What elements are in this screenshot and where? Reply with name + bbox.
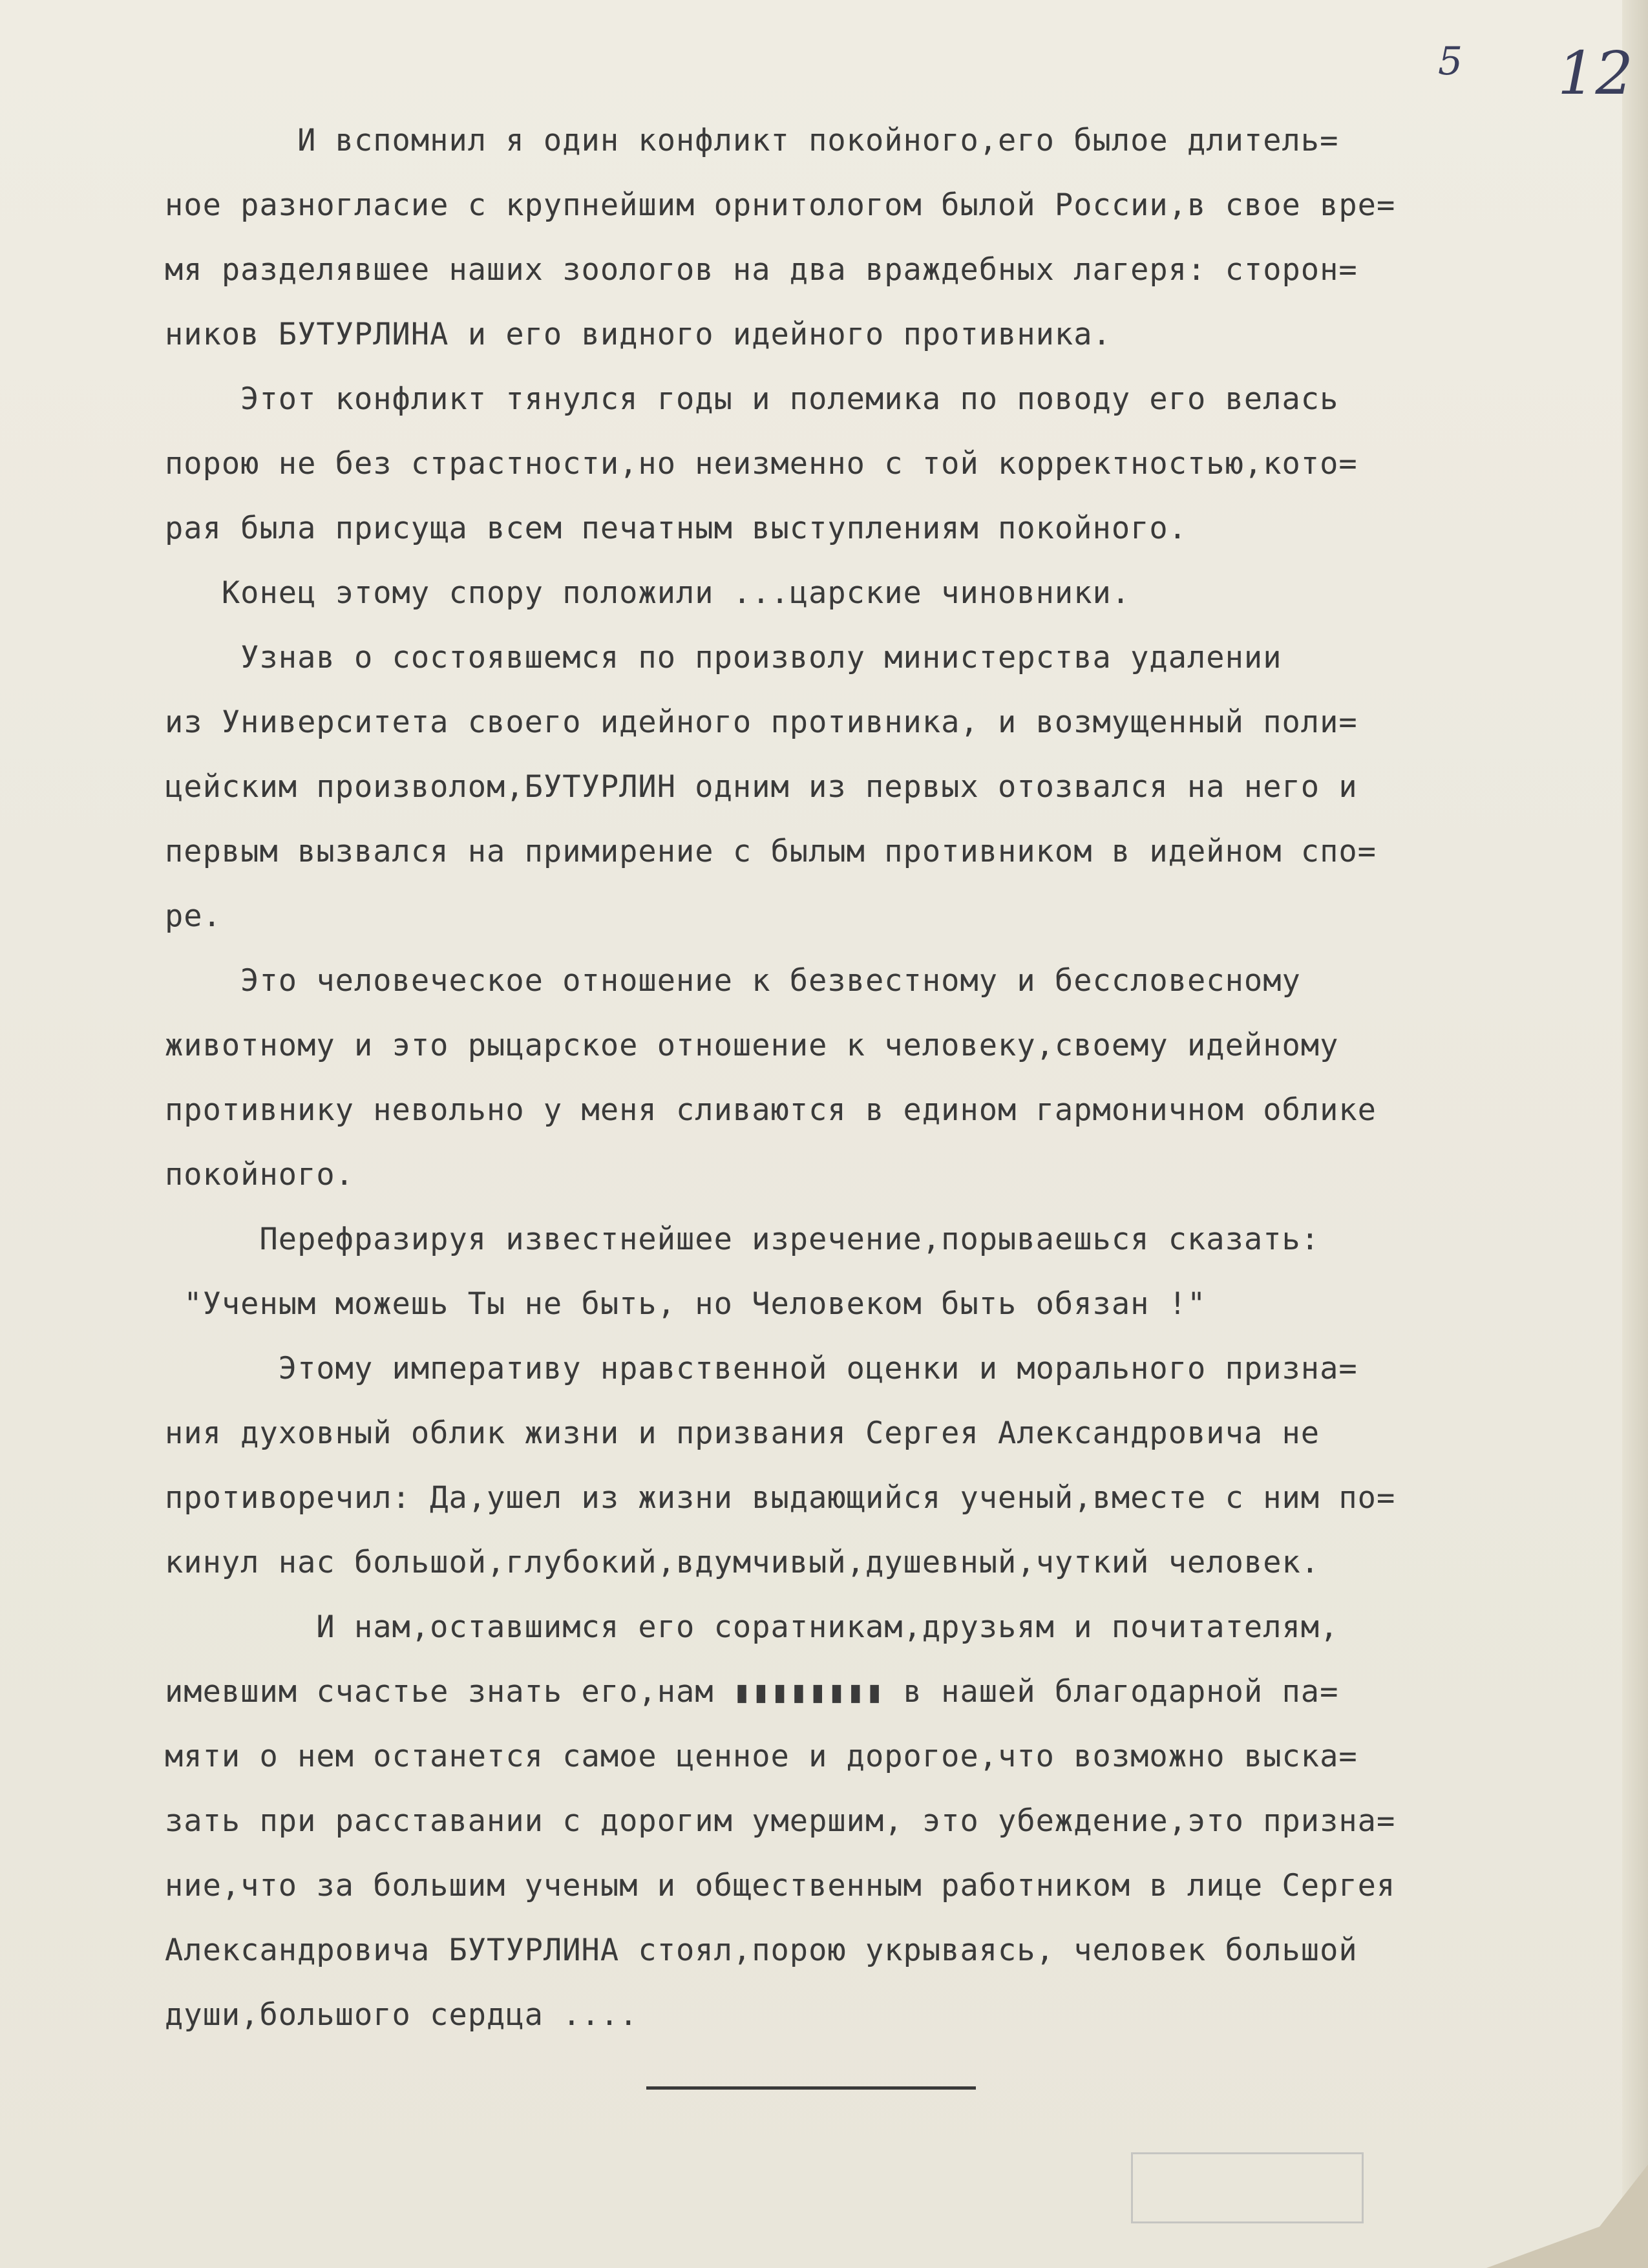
text-line: кинул нас большой,глубокий,вдумчивый,душевный,чуткий человек. xyxy=(165,1545,1320,1580)
text-line: мяти о нем останется самое ценное и дорогое,что возможно выска= xyxy=(165,1739,1358,1774)
text-line: ре. xyxy=(165,898,222,934)
text-line: порою не без страстности,но неизменно с той корректностью,кото= xyxy=(165,446,1358,482)
archive-stamp xyxy=(1131,2152,1364,2223)
text-line: "Ученым можешь Ты не быть, но Человеком быть обязан !" xyxy=(165,1286,1207,1322)
text-line: Это человеческое отношение к безвестному и бессловесному xyxy=(165,963,1301,999)
text-line: Этот конфликт тянулся годы и полемика по поводу его велась xyxy=(165,381,1339,417)
text-line: И нам,оставшимся его соратникам,друзьям и почитателям, xyxy=(165,1609,1339,1645)
text-line: ное разногласие с крупнейшим орнитологом былой России,в свое вре= xyxy=(165,187,1396,223)
text-line: имевшим счастье знать его,нам ▮▮▮▮▮▮▮▮ в нашей благодарной па= xyxy=(165,1674,1339,1710)
text-line: противнику невольно у меня сливаются в едином гармоничном облике xyxy=(165,1092,1377,1128)
typewritten-body xyxy=(165,109,1587,2048)
text-line: Перефразируя известнейшее изречение,порываешься сказать: xyxy=(165,1222,1320,1257)
text-line: И вспомнил я один конфликт покойного,его былое длитель= xyxy=(165,123,1339,158)
text-line: цейским произволом,БУТУРЛИН одним из первых отозвался на него и xyxy=(165,769,1358,805)
text-line: мя разделявшее наших зоологов на два враждебных лагеря: сторон= xyxy=(165,252,1358,288)
text-line: из Университета своего идейного противника, и возмущенный поли= xyxy=(165,705,1358,740)
text-line: ников БУТУРЛИНА и его видного идейного противника. xyxy=(165,317,1112,352)
page-number-handwritten: 5 xyxy=(1438,39,1463,84)
closing-rule xyxy=(646,2086,976,2090)
folio-number-handwritten: 12 xyxy=(1558,39,1634,108)
text-line: Конец этому спору положили ...царские чиновники. xyxy=(165,575,1131,611)
text-line: ние,что за большим ученым и общественным работником в лице Сергея xyxy=(165,1868,1396,1903)
text-line: души,большого сердца .... xyxy=(165,1997,639,2033)
paper-edge xyxy=(1622,0,1648,2268)
text-line: покойного. xyxy=(165,1157,354,1192)
text-line: зать при расставании с дорогим умершим, это убеждение,это призна= xyxy=(165,1803,1396,1839)
text-line: первым вызвался на примирение с былым противником в идейном спо= xyxy=(165,834,1377,869)
text-line: рая была присуща всем печатным выступлениям покойного. xyxy=(165,511,1188,546)
text-line: Этому императиву нравственной оценки и морального призна= xyxy=(165,1351,1358,1386)
text-line: ния духовный облик жизни и призвания Сергея Александровича не xyxy=(165,1415,1320,1451)
text-line: Узнав о состоявшемся по произволу министерства удалении xyxy=(165,640,1282,675)
text-line: животному и это рыцарское отношение к человеку,своему идейному xyxy=(165,1028,1339,1063)
text-line: противоречил: Да,ушел из жизни выдающийся ученый,вместе с ним по= xyxy=(165,1480,1396,1516)
text-line: Александровича БУТУРЛИНА стоял,порою укрываясь, человек большой xyxy=(165,1933,1358,1968)
